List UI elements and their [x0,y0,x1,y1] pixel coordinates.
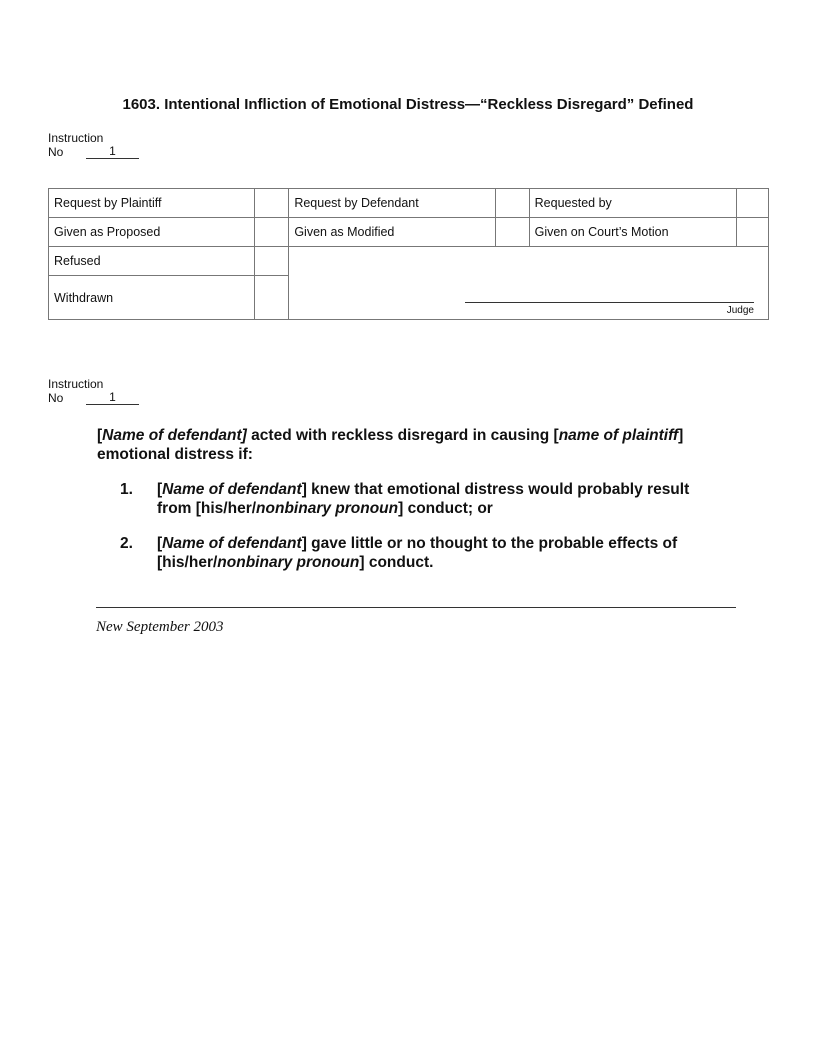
request-by-defendant-checkbox[interactable] [495,189,529,218]
request-by-plaintiff-label: Request by Plaintiff [49,189,255,218]
requested-by-label: Requested by [529,189,736,218]
item-text-end: ] conduct. [359,554,434,571]
request-by-defendant-label: Request by Defendant [289,189,495,218]
request-by-plaintiff-checkbox[interactable] [255,189,289,218]
placeholder-pronoun: nonbinary pronoun [256,500,399,517]
given-on-courts-motion-checkbox[interactable] [736,218,768,247]
given-on-courts-motion-label: Given on Court’s Motion [529,218,736,247]
judge-signature-area [289,247,769,320]
given-as-modified-checkbox[interactable] [495,218,529,247]
item-text-end: ] conduct; or [398,500,493,517]
instruction-intro [97,426,737,464]
placeholder-plaintiff: name of plaintiff [558,427,679,444]
instruction-number-line [48,391,139,405]
instruction-no-value[interactable]: 1 [86,391,139,405]
instruction-number-line [48,145,139,159]
placeholder-defendant: Name of defendant [162,535,302,552]
list-text [157,480,717,518]
given-as-proposed-checkbox[interactable] [255,218,289,247]
instruction-no-label: No [48,391,64,405]
instruction-label: Instruction [48,131,104,145]
placeholder-defendant: Name of defendant] [102,427,247,444]
instruction-no-value[interactable]: 1 [86,145,139,159]
requested-by-checkbox[interactable] [736,189,768,218]
placeholder-defendant: Name of defendant [162,481,302,498]
withdrawn-label: Withdrawn [49,276,255,320]
intro-text: acted with reckless disregard in causing [ [246,427,559,444]
instruction-header-top [48,131,139,159]
item-text: ] gave little or no thought to the probable effects of [his/her/ [157,535,678,571]
instruction-status-table [48,188,769,320]
refused-label: Refused [49,247,255,276]
instruction-label: Instruction [48,377,104,391]
bracket-text: [ [157,535,163,552]
list-number: 2. [120,535,133,552]
page-title: 1603. Intentional Infliction of Emotional Distress—“Reckless Disregard” Defined [122,96,694,113]
judge-signature-line[interactable] [465,302,754,303]
item-text: ] knew that emotional distress would probably result from [his/her/ [157,481,690,517]
given-as-modified-label: Given as Modified [289,218,495,247]
instruction-no-label: No [48,145,64,159]
placeholder-pronoun: nonbinary pronoun [217,554,360,571]
history-note: New September 2003 [96,619,224,635]
withdrawn-checkbox[interactable] [255,276,289,320]
bracket-text: [ [97,427,103,444]
bracket-text: [ [157,481,163,498]
list-number: 1. [120,481,133,498]
list-text [157,534,717,572]
refused-checkbox[interactable] [255,247,289,276]
instruction-body [97,426,737,572]
divider [96,607,736,608]
judge-label: Judge [726,305,754,316]
intro-text-end: ] emotional distress if: [97,427,684,463]
instruction-header-bottom [48,377,139,405]
list-item [97,534,737,572]
list-item [97,480,737,518]
given-as-proposed-label: Given as Proposed [49,218,255,247]
